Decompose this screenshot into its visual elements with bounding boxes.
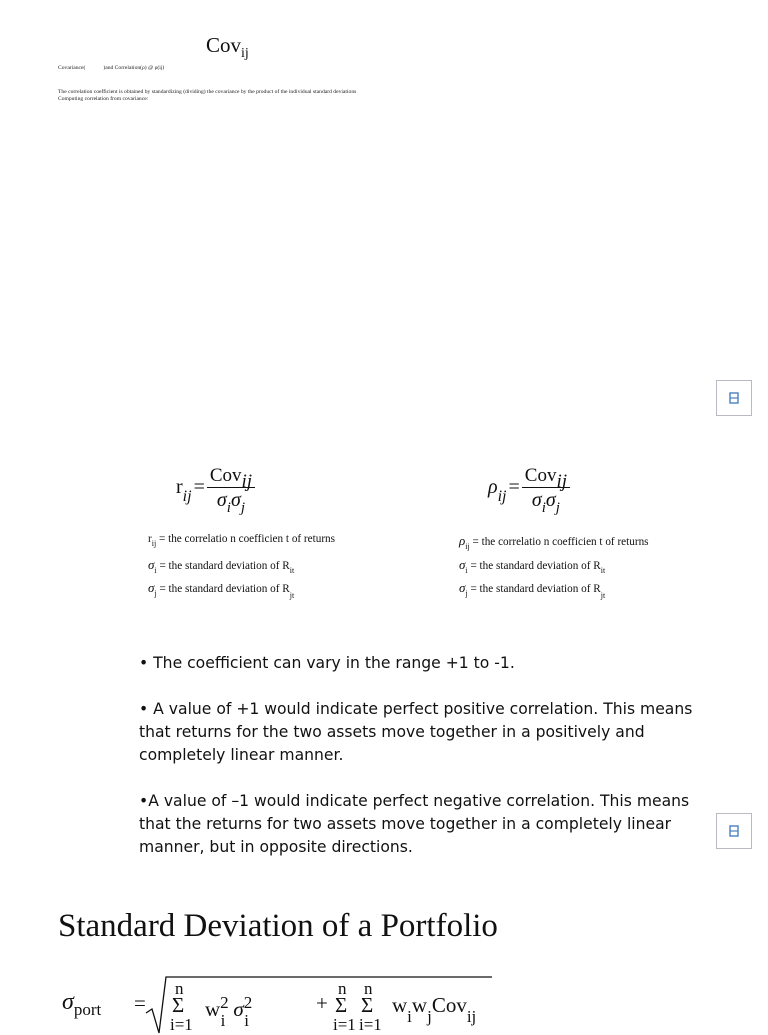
- sum1-top: n: [175, 979, 184, 998]
- covariance-caption: [58, 65, 164, 71]
- formula-lhs-sub: ij: [182, 488, 192, 506]
- sum2-top: n: [338, 979, 347, 998]
- side-page-button-2[interactable]: [716, 813, 752, 849]
- den-sub-a: i: [541, 500, 546, 516]
- term1-sup: 2: [220, 993, 229, 1012]
- def-symbol: σ: [148, 580, 155, 595]
- side-page-button-1[interactable]: [716, 380, 752, 416]
- numerator-sub: ij: [241, 471, 253, 492]
- page-icon: [729, 392, 739, 404]
- def-symbol: σ: [148, 557, 155, 572]
- term1b-sub: i: [244, 1011, 249, 1030]
- def-symbol: r: [148, 533, 152, 545]
- term2: w: [392, 993, 408, 1017]
- formula-fraction: [522, 465, 570, 516]
- def-tail: jt: [600, 591, 606, 600]
- caption-part-a: Covariance(: [58, 65, 86, 71]
- sum1-bottom: i=1: [170, 1015, 193, 1034]
- right-def-1: [459, 533, 649, 549]
- left-def-1: [148, 533, 336, 548]
- right-def-2: [459, 557, 605, 573]
- den-sub-b: j: [240, 500, 246, 516]
- def-symbol: σ: [459, 580, 466, 595]
- page-icon: [729, 825, 739, 837]
- cov-text: Cov: [206, 33, 242, 57]
- sum3-top: n: [364, 979, 373, 998]
- den-sub-b: j: [555, 500, 560, 516]
- den-sigma-a: σ: [531, 489, 542, 511]
- term1: w: [205, 997, 221, 1021]
- term3: w: [411, 993, 428, 1017]
- term3-sub: j: [427, 1007, 432, 1026]
- cov-subscript: ij: [241, 46, 249, 61]
- def-sub: ij: [465, 542, 470, 551]
- sigma-symbol: σ: [62, 989, 74, 1015]
- fraction-numerator: Cov: [209, 465, 242, 486]
- covariance-symbol: [206, 33, 249, 62]
- den-sigma-b: σ: [230, 489, 241, 511]
- bullet-item: •A value of –1 would indicate perfect negative correlation. This means that the returns for two assets move together in a completely linear manner, but in opposite directions.: [139, 792, 690, 856]
- sum2-sigma: Σ: [335, 993, 348, 1017]
- def-symbol: σ: [459, 557, 466, 572]
- def-sub: j: [154, 589, 157, 598]
- plus-sign: +: [316, 991, 328, 1015]
- den-sigma-a: σ: [216, 489, 227, 511]
- sigma-sub: port: [73, 1000, 102, 1019]
- def-sub: i: [465, 566, 468, 575]
- bullet-item: • The coefficient can vary in the range +1 to -1.: [139, 654, 515, 672]
- den-sigma-b: σ: [545, 489, 556, 511]
- den-sub-a: i: [226, 500, 231, 516]
- left-def-2: [148, 557, 294, 573]
- formula-lhs: ρ: [488, 476, 498, 499]
- left-def-3: [148, 580, 295, 600]
- def-text: = the standard deviation of R: [159, 583, 290, 595]
- formula-fraction: [207, 465, 255, 516]
- def-text: = the correlatio n coefficien t of returns: [158, 533, 336, 545]
- def-sub: i: [154, 566, 157, 575]
- def-sub: ij: [151, 539, 157, 548]
- correlation-formula-r: rij = $\frac{\text{Covij}}{\sigma_i\sigma_j}$: [176, 466, 255, 513]
- def-sub: j: [465, 589, 468, 598]
- def-text: = the standard deviation of R: [159, 560, 290, 572]
- term2-sub: i: [407, 1007, 412, 1026]
- def-tail: it: [600, 566, 606, 575]
- equals-sign: =: [134, 991, 146, 1015]
- right-def-3: [459, 580, 606, 600]
- cov-term-sub: ij: [466, 1007, 477, 1026]
- intro-line-1: The correlation coefficient is obtained by standardizing (dividing) the covariance by the product of the individual standard deviations: [58, 89, 357, 95]
- section-heading: Standard Deviation of a Portfolio: [58, 908, 498, 944]
- def-tail: jt: [289, 591, 295, 600]
- bullet-list: [139, 652, 699, 882]
- fraction-numerator: Cov: [524, 465, 557, 486]
- term1-sub: i: [220, 1011, 226, 1030]
- numerator-sub: ij: [556, 471, 568, 492]
- correlation-formula-rho: ρij = $\frac{\text{Covij}}{\sigma_i\sigma_j}$: [488, 466, 570, 513]
- bullet-item: • A value of +1 would indicate perfect positive correlation. This means that returns for the two assets move together in a positively and completely linear manner.: [139, 700, 693, 764]
- formula-lhs-sub: ij: [497, 488, 507, 506]
- term1b: σ: [233, 997, 244, 1021]
- sum1-sigma: Σ: [172, 993, 185, 1017]
- sum2-bottom: i=1: [333, 1015, 356, 1034]
- intro-line-2: Computing correlation from covariance:: [58, 96, 149, 102]
- formula-lhs: r: [176, 476, 183, 499]
- sum3-bottom: i=1: [359, 1015, 382, 1034]
- term1b-sup: 2: [243, 993, 253, 1012]
- def-text: = the standard deviation of R: [470, 560, 601, 572]
- def-symbol: ρ: [459, 533, 466, 548]
- def-text: = the standard deviation of R: [470, 583, 601, 595]
- sum3-sigma: Σ: [361, 993, 374, 1017]
- def-tail: it: [289, 566, 295, 575]
- caption-part-b: )and Correlation(ρ) @ ρ(ij): [103, 65, 165, 71]
- cov-term: Cov: [431, 993, 467, 1017]
- def-text: = the correlatio n coefficien t of returns: [472, 536, 649, 548]
